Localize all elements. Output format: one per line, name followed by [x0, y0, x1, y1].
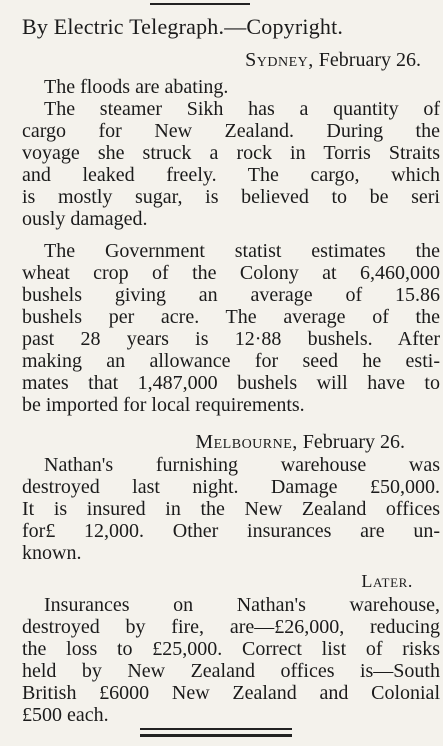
text-line: voyage she struck a rock in Torris Straits [22, 142, 440, 164]
dateline-date: February 26. [318, 49, 421, 71]
paragraph-later-insurances [22, 594, 440, 726]
text-line: making an allowance for seed he esti- [22, 350, 440, 372]
dateline-date: February 26. [302, 431, 405, 453]
paragraph-nathans-warehouse [22, 454, 440, 564]
text-line: It is insured in the New Zealand offices [22, 498, 440, 520]
later-label: Later. [361, 571, 413, 591]
text-line: The Government statist estimates the [44, 240, 440, 262]
top-rule [150, 3, 250, 5]
text-line: destroyed by fire, are—£26,000, reducing [22, 616, 440, 638]
text-line: destroyed last night. Damage £50,000. [22, 476, 440, 498]
dateline-place: Melbourne, [195, 431, 298, 453]
text-line: known. [22, 542, 82, 564]
text-line: past 28 years is 12·88 bushels. After [22, 328, 440, 350]
dateline-place: Sydney, [245, 49, 314, 71]
text-line: British £6000 New Zealand and Colonial [22, 682, 440, 704]
text-line: £500 each. [22, 704, 109, 726]
dateline-melbourne [195, 430, 405, 454]
text-line: mates that 1,487,000 bushels will have to [22, 372, 440, 394]
paragraph-steamer-sikh [22, 98, 440, 230]
bottom-rule [140, 728, 292, 730]
text-line: bushels per acre. The average of the [22, 306, 440, 328]
text-line: The steamer Sikh has a quantity of [44, 98, 440, 120]
text-line: ously damaged. [22, 208, 148, 230]
text-line: cargo for New Zealand. During the [22, 120, 440, 142]
text-line: for£ 12,000. Other insurances are un- [22, 520, 440, 542]
text-line: The floods are abating. [44, 76, 229, 98]
text-line: wheat crop of the Colony at 6,460,000 [22, 262, 440, 284]
text-line: Nathan's furnishing warehouse was [44, 454, 440, 476]
paragraph-wheat-crop [22, 240, 440, 416]
text-line: the loss to £25,000. Correct list of risks [22, 638, 440, 660]
text-line: and leaked freely. The cargo, which [22, 164, 440, 186]
text-line: is mostly sugar, is believed to be seri [22, 186, 440, 208]
dateline-sydney [245, 48, 421, 72]
bottom-rule-thick [140, 734, 292, 737]
text-line: be imported for local requirements. [22, 394, 305, 416]
text-line: Insurances on Nathan's warehouse, [44, 594, 440, 616]
article-heading: By Electric Telegraph.—Copyright. [22, 14, 344, 39]
paragraph-floods [22, 76, 440, 98]
text-line: held by New Zealand offices is—South [22, 660, 440, 682]
text-line: bushels giving an average of 15.86 [22, 284, 440, 306]
